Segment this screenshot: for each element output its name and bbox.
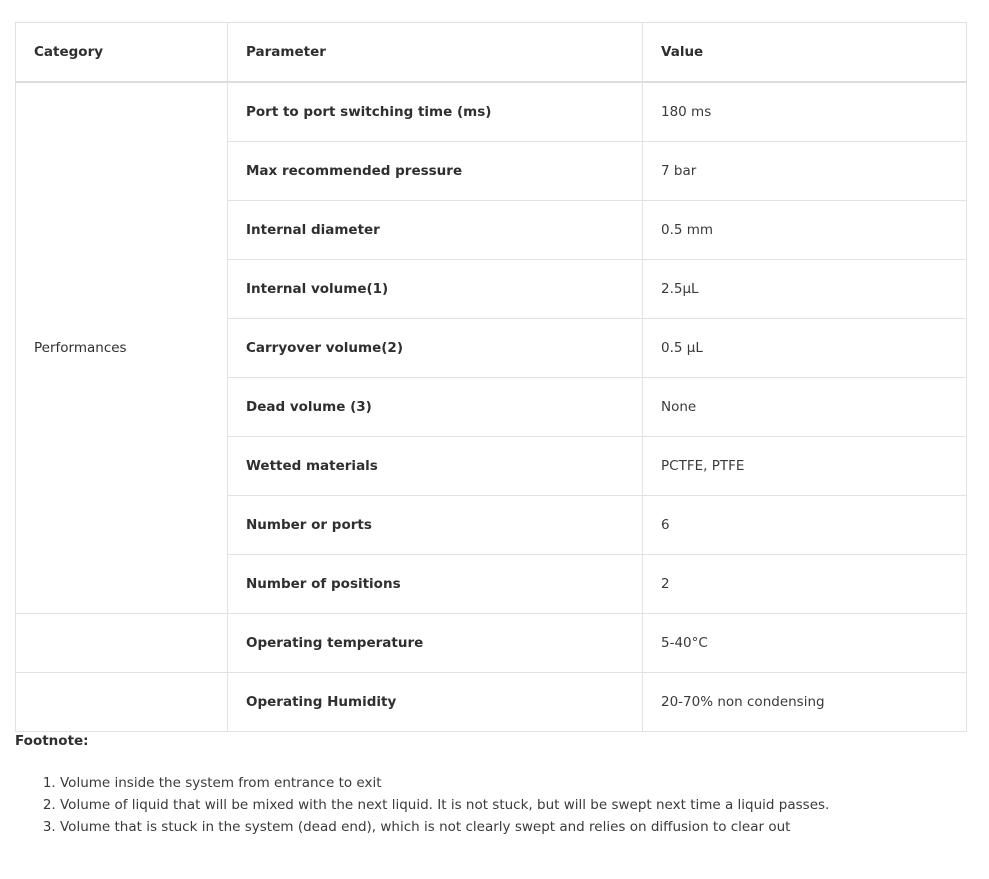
table-header (16, 23, 967, 83)
table-row (16, 673, 967, 732)
value-cell: 0.5 µL (643, 319, 967, 378)
parameter-cell: Number or ports (228, 496, 643, 555)
table-row (16, 614, 967, 673)
value-cell: PCTFE, PTFE (643, 437, 967, 496)
value-cell: 180 ms (643, 82, 967, 142)
footnote-item: 3. Volume that is stuck in the system (dead end), which is not clearly swept and relies on diffusion to clear out (60, 816, 829, 838)
parameter-cell: Carryover volume(2) (228, 319, 643, 378)
category-cell (16, 614, 228, 673)
value-cell: 2 (643, 555, 967, 614)
parameter-cell: Port to port switching time (ms) (228, 82, 643, 142)
value-cell: 0.5 mm (643, 201, 967, 260)
category-cell (16, 673, 228, 732)
parameter-cell: Internal volume(1) (228, 260, 643, 319)
value-cell: 6 (643, 496, 967, 555)
parameter-cell: Operating temperature (228, 614, 643, 673)
value-cell: None (643, 378, 967, 437)
value-cell: 5-40°C (643, 614, 967, 673)
header-category: Category (16, 23, 228, 83)
table-body (16, 82, 967, 732)
parameter-cell: Operating Humidity (228, 673, 643, 732)
parameter-cell: Number of positions (228, 555, 643, 614)
footnote-list (0, 772, 829, 838)
parameter-cell: Max recommended pressure (228, 142, 643, 201)
footnote-item: 2. Volume of liquid that will be mixed with the next liquid. It is not stuck, but will be swept next time a liquid passes. (60, 794, 829, 816)
header-value: Value (643, 23, 967, 83)
value-cell: 20-70% non condensing (643, 673, 967, 732)
header-row (16, 23, 967, 83)
value-cell: 7 bar (643, 142, 967, 201)
footnote-title: Footnote: (15, 733, 89, 749)
parameter-cell: Wetted materials (228, 437, 643, 496)
specifications-table (15, 22, 967, 732)
header-parameter: Parameter (228, 23, 643, 83)
parameter-cell: Internal diameter (228, 201, 643, 260)
value-cell: 2.5µL (643, 260, 967, 319)
parameter-cell: Dead volume (3) (228, 378, 643, 437)
table-row (16, 82, 967, 142)
footnote-item: 1. Volume inside the system from entrance to exit (60, 772, 829, 794)
category-cell: Performances (16, 82, 228, 614)
